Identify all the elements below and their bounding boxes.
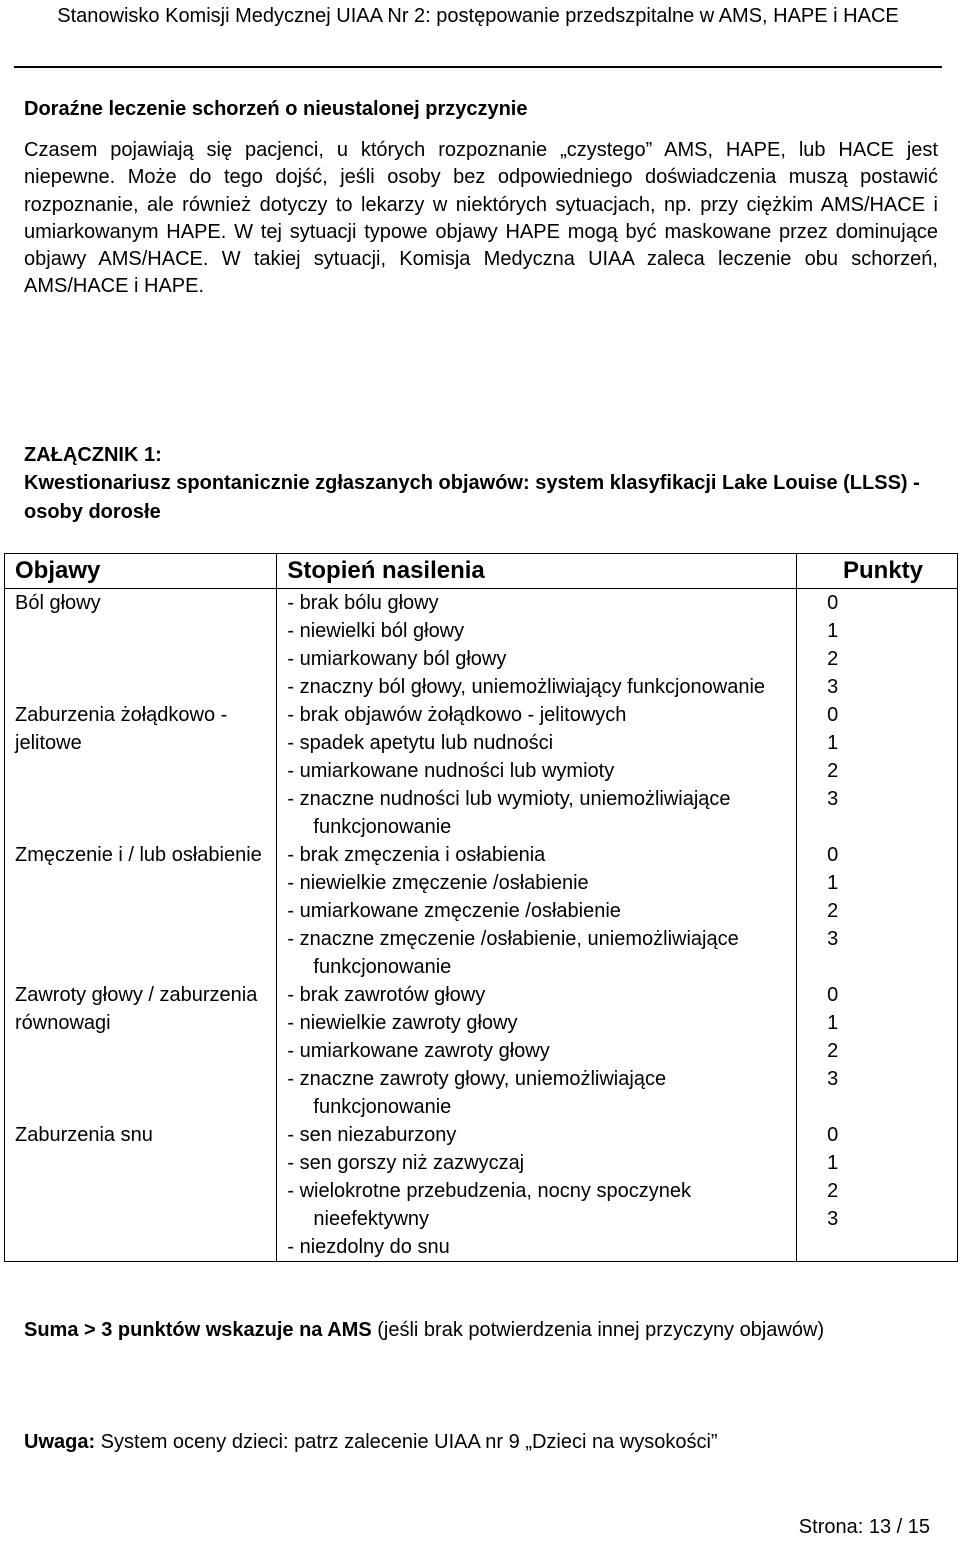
point-value: 0	[827, 704, 839, 726]
point-value: 1	[827, 620, 839, 642]
annex-title: Kwestionariusz spontanicznie zgłaszanych objawów: system klasyfikacji Lake Louise (LLSS) - osoby dorosłe	[24, 472, 920, 523]
severity-item: - znaczny ból głowy, uniemożliwiający funkcjonowanie	[287, 676, 766, 698]
severity-item: - umiarkowane zmęczenie /osłabienie	[287, 900, 621, 922]
severity-item: - niewielkie zawroty głowy	[287, 1012, 518, 1034]
table-row	[5, 1121, 958, 1262]
severity-item: - brak bólu głowy	[287, 592, 439, 614]
header-points: Punkty	[797, 554, 958, 589]
severity-cell	[277, 589, 797, 702]
severity-item: - brak objawów żołądkowo - jelitowych	[287, 704, 627, 726]
point-value: 2	[827, 900, 839, 922]
header-divider	[14, 66, 942, 68]
llss-table	[4, 553, 958, 1262]
severity-item: - sen gorszy niż zazwyczaj	[287, 1152, 525, 1174]
point-value: 1	[827, 732, 839, 754]
page-header: Stanowisko Komisji Medycznej UIAA Nr 2: postępowanie przedszpitalne w AMS, HAPE i HACE	[57, 5, 899, 27]
table-row	[5, 589, 958, 702]
point-value: 0	[827, 592, 839, 614]
point-value: 3	[827, 788, 839, 810]
severity-cell	[277, 701, 797, 841]
note-text	[24, 1428, 938, 1457]
points-cell	[797, 981, 958, 1121]
table-body	[5, 589, 958, 1262]
points-cell	[797, 841, 958, 981]
summary-rest: (jeśli brak potwierdzenia innej przyczyny objawów)	[371, 1319, 825, 1341]
point-value: 2	[827, 1180, 839, 1202]
header-severity: Stopień nasilenia	[277, 554, 797, 589]
severity-cell	[277, 841, 797, 981]
severity-item: - znaczne zmęczenie /osłabienie, uniemożliwiające funkcjonowanie	[287, 928, 739, 978]
point-value: 2	[827, 1040, 839, 1062]
symptom-cell: Zaburzenia żołądkowo - jelitowe	[5, 701, 277, 841]
point-value: 3	[827, 928, 839, 950]
point-value: 3	[827, 676, 839, 698]
page-number: Strona: 13 / 15	[798, 1516, 930, 1538]
summary-bold: Suma > 3 punktów wskazuje na AMS	[24, 1319, 372, 1341]
severity-item: - umiarkowane zawroty głowy	[287, 1040, 550, 1062]
severity-item: - spadek apetytu lub nudności	[287, 732, 554, 754]
severity-item: - znaczne nudności lub wymioty, uniemożliwiające funkcjonowanie	[287, 788, 731, 838]
severity-item: - umiarkowane nudności lub wymioty	[287, 760, 615, 782]
severity-item: - brak zmęczenia i osłabienia	[287, 844, 546, 866]
point-value: 0	[827, 984, 839, 1006]
table-header-row	[5, 554, 958, 589]
points-cell	[797, 701, 958, 841]
points-cell	[797, 589, 958, 702]
symptom-cell: Zmęczenie i / lub osłabienie	[5, 841, 277, 981]
severity-item: - niewielkie zmęczenie /osłabienie	[287, 872, 589, 894]
severity-item: - umiarkowany ból głowy	[287, 648, 507, 670]
table-row	[5, 701, 958, 841]
section-body: Czasem pojawiają się pacjenci, u których rozpoznanie „czystego” AMS, HAPE, lub HACE jest niepewne. Może do tego dojść, jeśli osoby bez odpowiedniego doświadczenia muszą postawić rozpoznanie, ale również dotyczy to lekarzy w niektórych sytuacjach, np. przy ciężkim AMS/HACE i umiarkowanym HAPE. W tej sytuacji typowe objawy HAPE mogą być maskowane przez dominujące objawy AMS/HACE. W takiej sytuacji, Komisja Medyczna UIAA zaleca leczenie obu schorzeń, AMS/HACE i HAPE.	[24, 139, 938, 298]
summary-text	[24, 1316, 938, 1345]
table-row	[5, 841, 958, 981]
annex-label: ZAŁĄCZNIK 1:	[24, 444, 162, 466]
point-value: 1	[827, 1152, 839, 1174]
table-row	[5, 981, 958, 1121]
point-value: 1	[827, 872, 839, 894]
point-value: 1	[827, 1012, 839, 1034]
point-value: 0	[827, 1124, 839, 1146]
note-rest: System oceny dzieci: patrz zalecenie UIAA nr 9 „Dzieci na wysokości”	[95, 1431, 718, 1453]
point-value: 2	[827, 648, 839, 670]
symptom-cell: Zaburzenia snu	[5, 1121, 277, 1262]
severity-item: - wielokrotne przebudzenia, nocny spoczynek nieefektywny	[287, 1180, 691, 1230]
severity-item: - znaczne zawroty głowy, uniemożliwiające funkcjonowanie	[287, 1068, 667, 1118]
severity-item: - brak zawrotów głowy	[287, 984, 486, 1006]
point-value: 0	[827, 844, 839, 866]
point-value: 3	[827, 1068, 839, 1090]
header-symptoms: Objawy	[5, 554, 277, 589]
severity-item: - niezdolny do snu	[287, 1236, 450, 1258]
section-heading: Doraźne leczenie schorzeń o nieustalonej przyczynie	[24, 98, 528, 120]
severity-item: - niewielki ból głowy	[287, 620, 465, 642]
severity-cell	[277, 1121, 797, 1262]
symptom-cell: Ból głowy	[5, 589, 277, 702]
symptom-cell: Zawroty głowy / zaburzenia równowagi	[5, 981, 277, 1121]
point-value: 3	[827, 1208, 839, 1230]
severity-cell	[277, 981, 797, 1121]
points-cell	[797, 1121, 958, 1262]
note-bold: Uwaga:	[24, 1431, 96, 1453]
severity-item: - sen niezaburzony	[287, 1124, 457, 1146]
point-value: 2	[827, 760, 839, 782]
